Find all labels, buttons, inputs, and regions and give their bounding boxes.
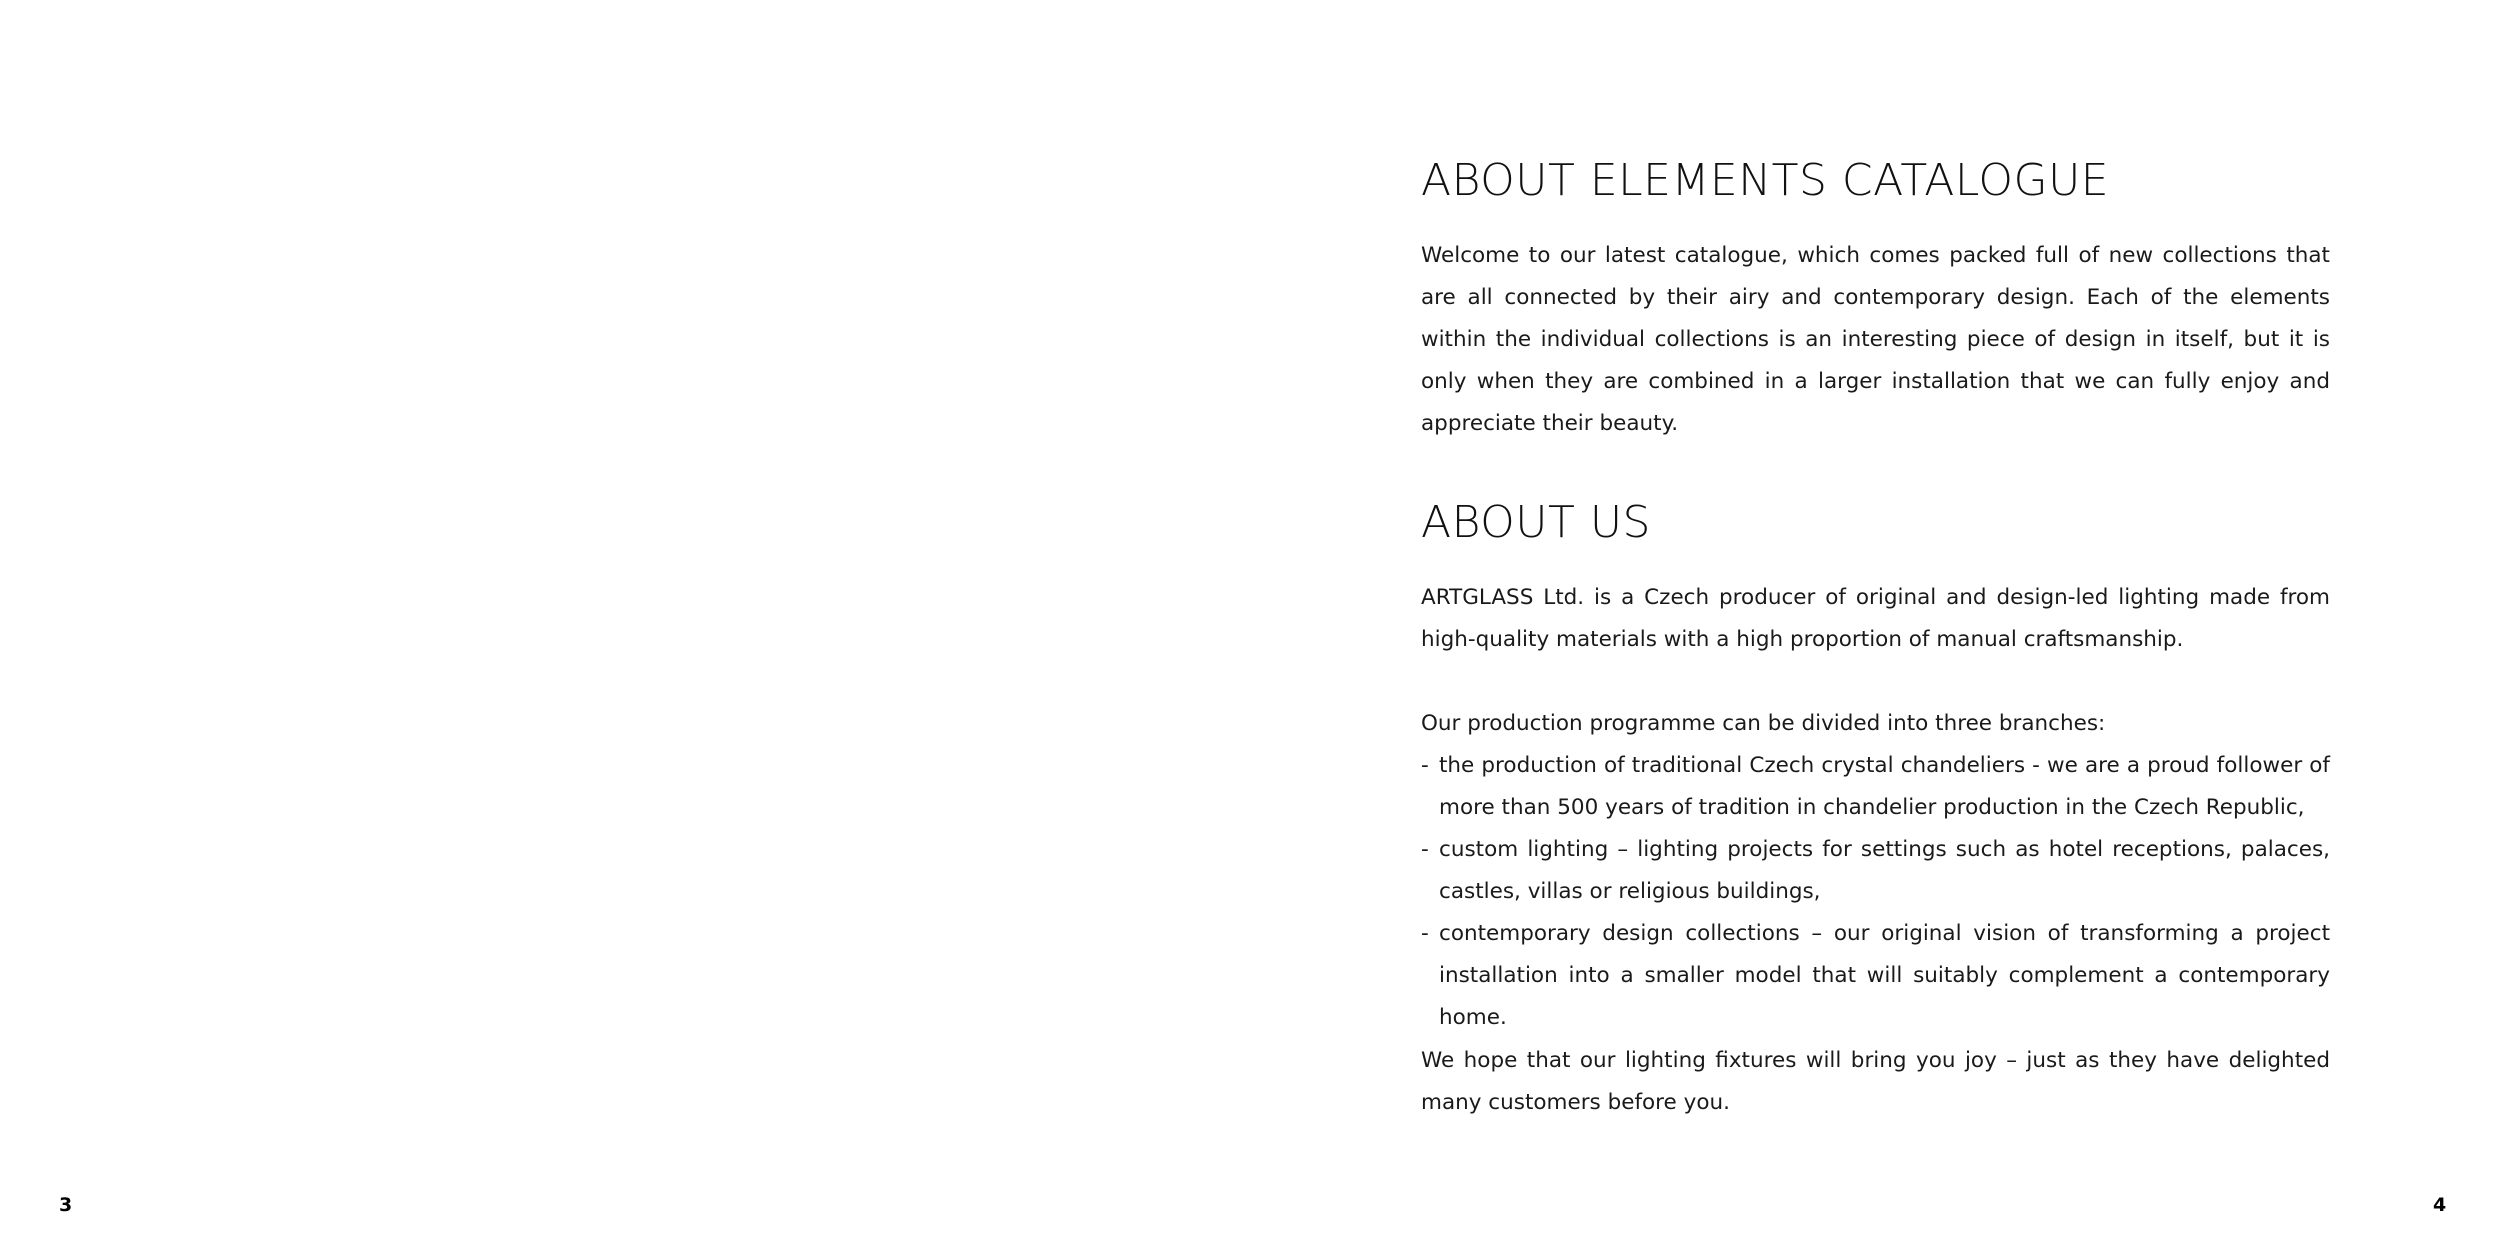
branch-text: custom lighting – lighting projects for settings such as hotel receptions, palaces, castles, villas or religious buildings, bbox=[1439, 837, 2330, 904]
page-number-left: 3 bbox=[59, 1194, 73, 1216]
page-number-right: 4 bbox=[2433, 1194, 2447, 1216]
branch-item-custom-lighting bbox=[1421, 829, 2330, 913]
branches-title: Our production programme can be divided into three branches: bbox=[1421, 711, 2106, 736]
about-us-heading: ABOUT US bbox=[1421, 497, 1651, 548]
branch-text: contemporary design collections – our original vision of transforming a project installation into a smaller model that will suitably complement a contemporary home. bbox=[1439, 921, 2330, 1030]
branches-list bbox=[1421, 745, 2330, 1039]
branch-item-chandeliers bbox=[1421, 745, 2330, 829]
branch-item-design-collections bbox=[1421, 913, 2330, 1039]
catalogue-heading: ABOUT ELEMENTS CATALOGUE bbox=[1421, 155, 2110, 206]
bullet-dash: - bbox=[1421, 921, 1429, 946]
bullet-dash: - bbox=[1421, 837, 1429, 862]
about-us-intro-paragraph: ARTGLASS Ltd. is a Czech producer of original and design-led lighting made from high-quality materials with a high proportion of manual craftsmanship. bbox=[1421, 585, 2330, 652]
bullet-dash: - bbox=[1421, 753, 1429, 778]
catalogue-paragraph: Welcome to our latest catalogue, which comes packed full of new collections that are all connected by their airy and contemporary design. Each of the elements within the individual collections is an interesting piece of design in itself, but it is only when they are combined in a larger installation that we can fully enjoy and appreciate their beauty. bbox=[1421, 243, 2330, 436]
branch-text: the production of traditional Czech crystal chandeliers - we are a proud follower of more than 500 years of tradition in chandelier production in the Czech Republic, bbox=[1439, 753, 2330, 820]
closing-paragraph: We hope that our lighting fixtures will bring you joy – just as they have delighted many customers before you. bbox=[1421, 1048, 2330, 1115]
